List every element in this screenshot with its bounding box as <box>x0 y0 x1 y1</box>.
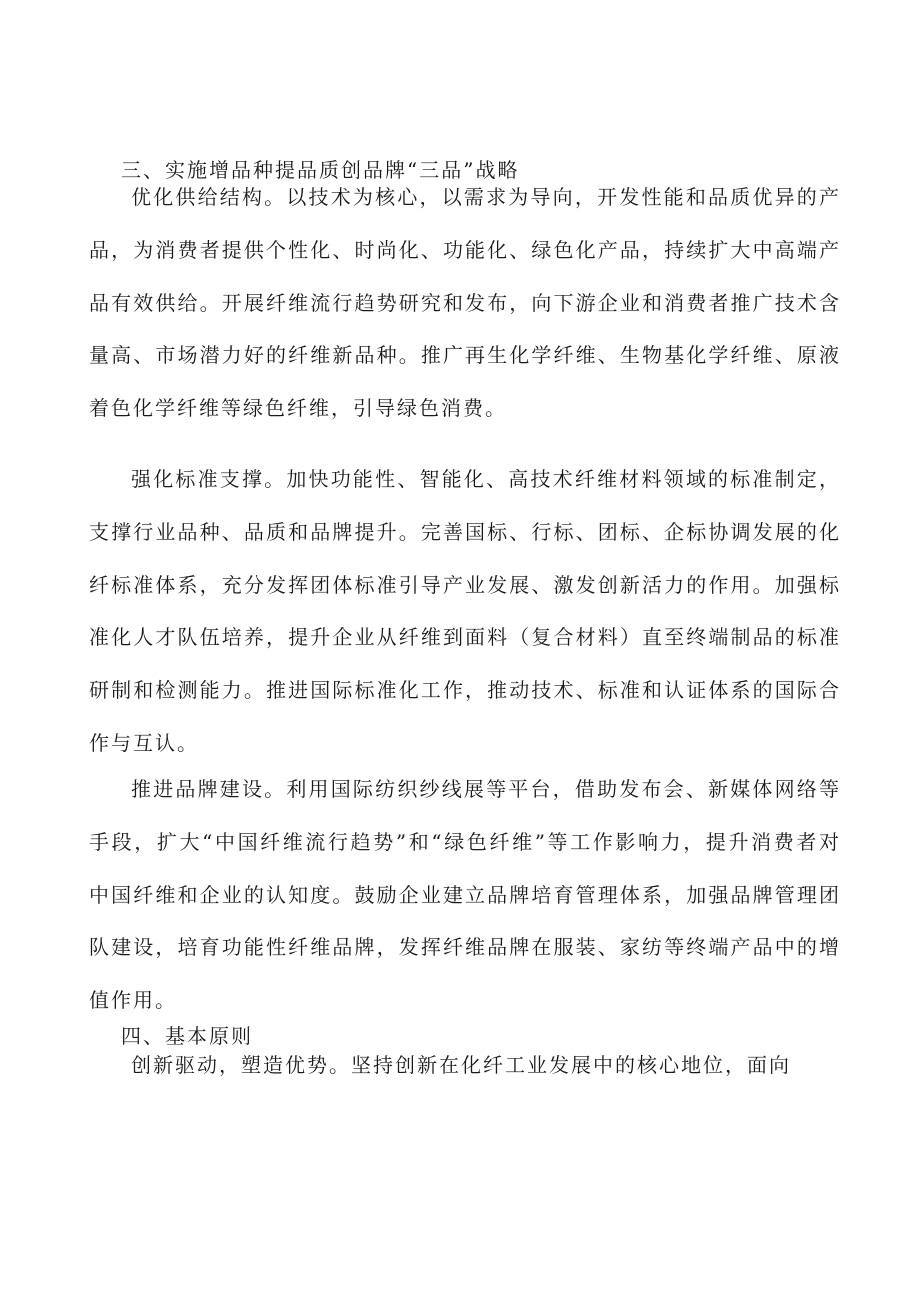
paragraph-innovation-driven: 创新驱动，塑造优势。坚持创新在化纤工业发展中的核心地位，面向 <box>131 1053 791 1077</box>
section-heading-basic-principles: 四、基本原则 <box>121 1024 253 1048</box>
section-heading-three-products-strategy: 三、实施增品种提品质创品牌“三品”战略 <box>121 158 520 182</box>
paragraph-brand-building: 推进品牌建设。利用国际纺织纱线展等平台，借助发布会、新媒体网络等手段，扩大“中国纤维流行趋势”和“绿色纤维”等工作影响力，提升消费者对中国纤维和企业的认知度。鼓励企业建立品牌培育管理体系，加强品牌管理团队建设，培育功能性纤维品牌，发挥纤维品牌在服装、家纺等终端产品中的增值作用。 <box>89 777 841 1013</box>
paragraph-standards-support: 强化标准支撑。加快功能性、智能化、高技术纤维材料领域的标准制定，支撑行业品种、品质和品牌提升。完善国标、行标、团标、企标协调发展的化纤标准体系，充分发挥团体标准引导产业发展、激发创新活力的作用。加强标准化人才队伍培养，提升企业从纤维到面料（复合材料）直至终端制品的标准研制和检测能力。推进国际标准化工作，推动技术、标准和认证体系的国际合作与互认。 <box>89 467 841 755</box>
paragraph-optimize-supply: 优化供给结构。以技术为核心，以需求为导向，开发性能和品质优异的产品，为消费者提供个性化、时尚化、功能化、绿色化产品，持续扩大中高端产品有效供给。开展纤维流行趋势研究和发布，向下游企业和消费者推广技术含量高、市场潜力好的纤维新品种。推广再生化学纤维、生物基化学纤维、原液着色化学纤维等绿色纤维，引导绿色消费。 <box>89 185 841 421</box>
